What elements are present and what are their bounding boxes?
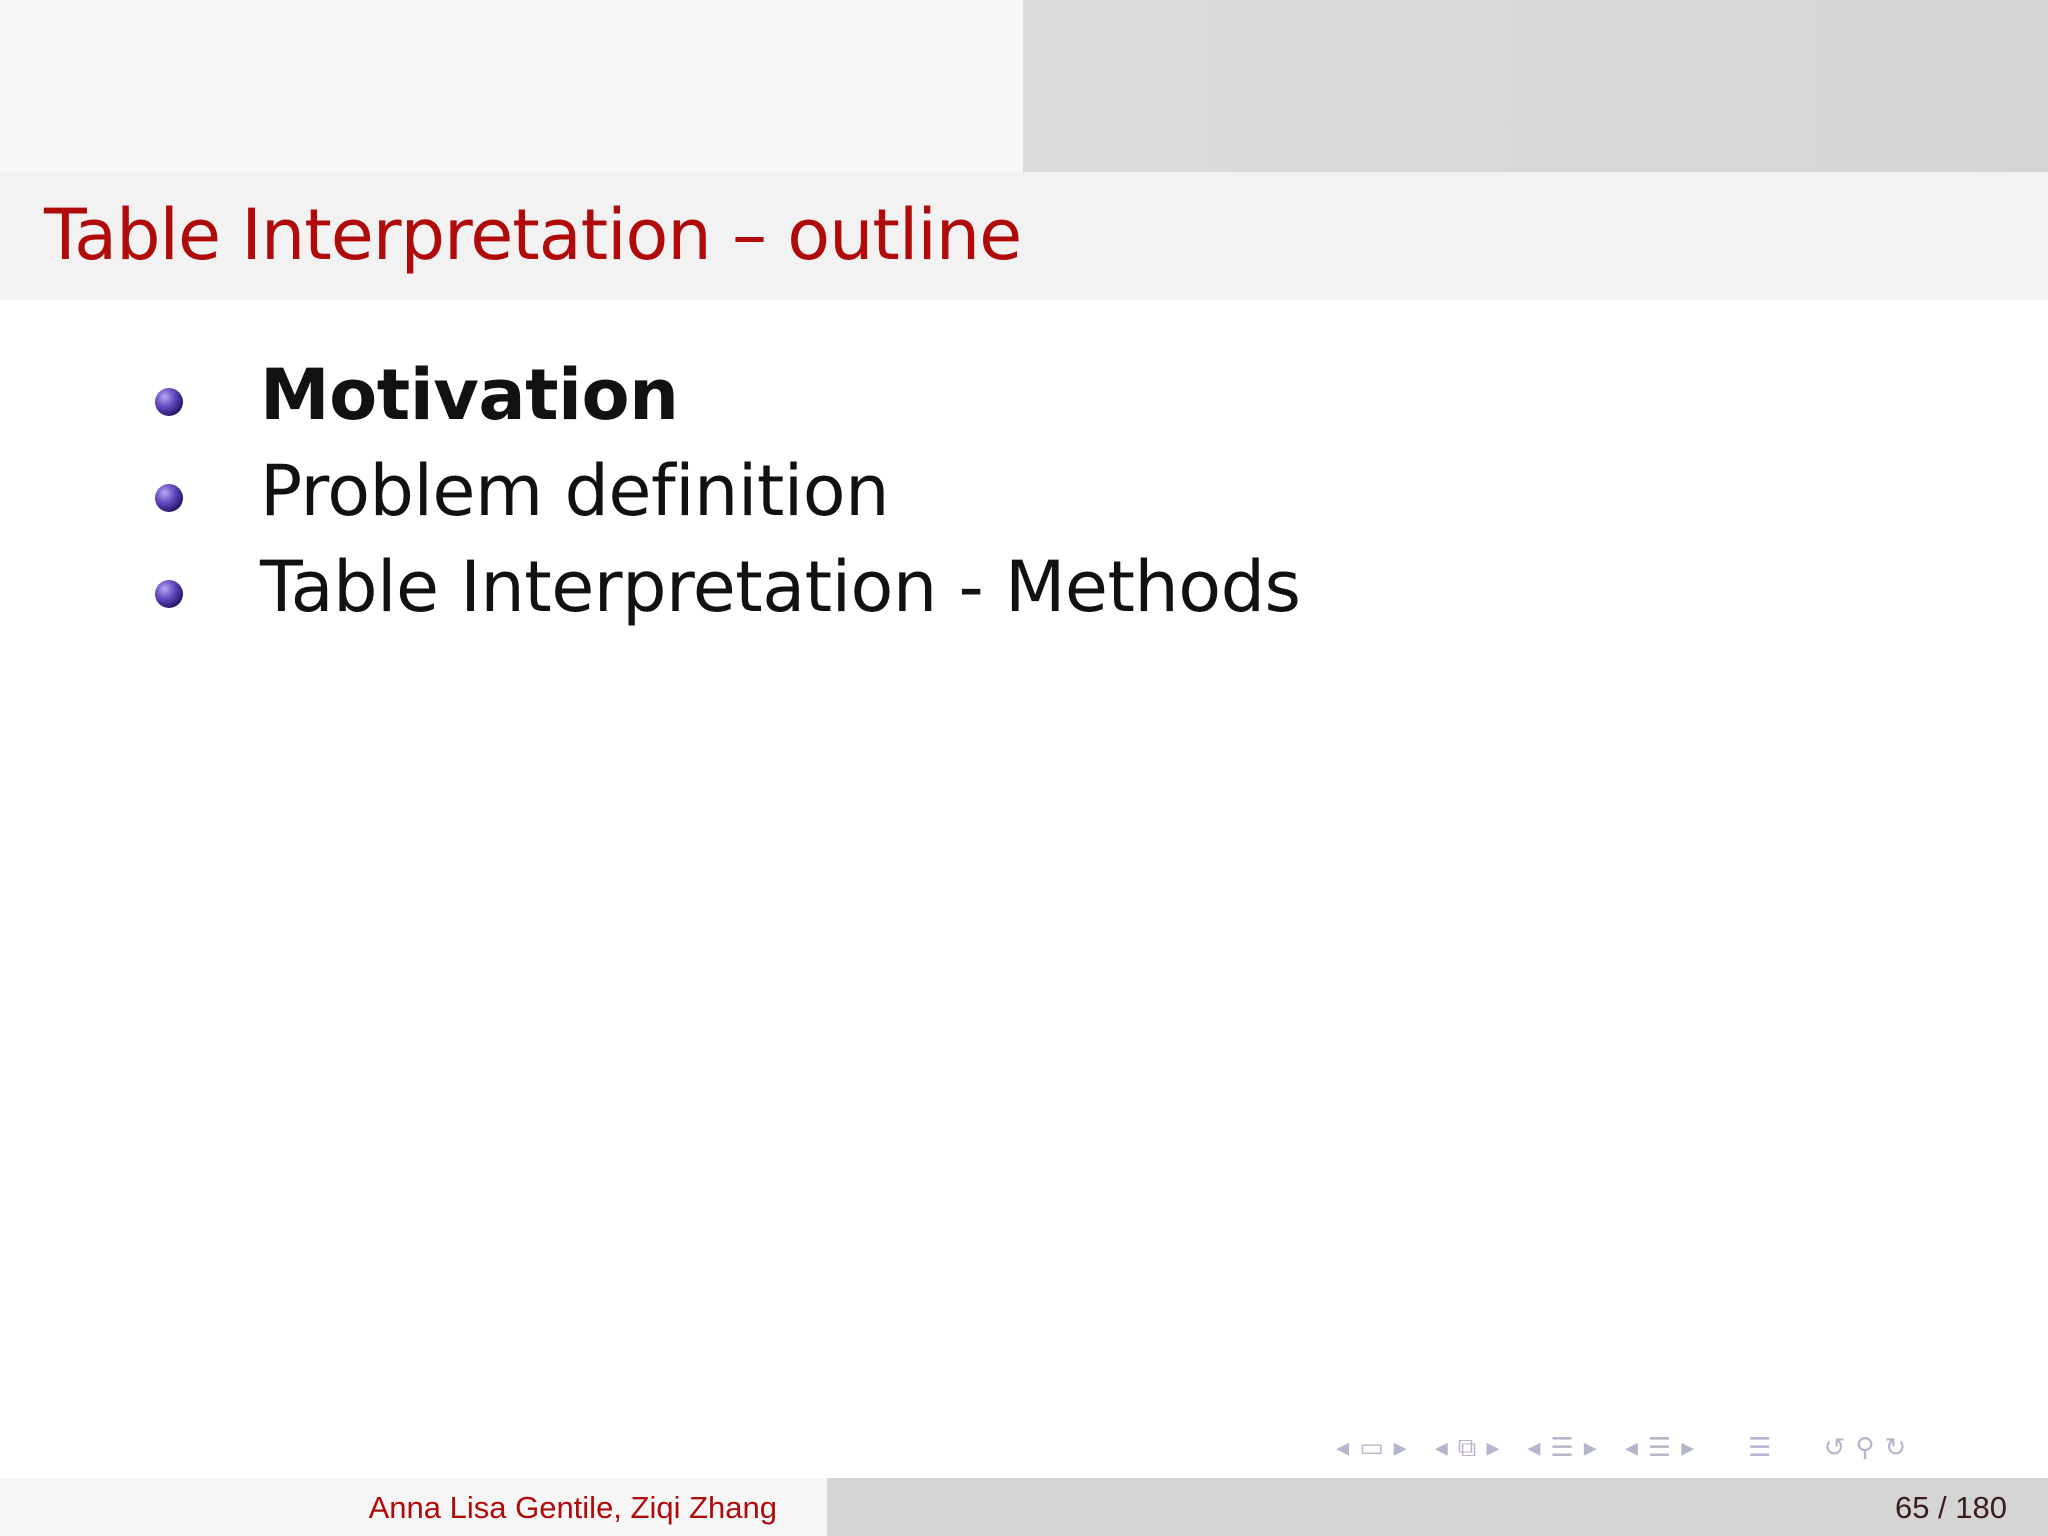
beamer-navigation-symbols [1336,1430,1916,1466]
footer-left [0,1478,827,1536]
nav-prev-icon[interactable]: ◂ [1527,1433,1541,1463]
header-right-panel [1023,0,2048,172]
nav-next-icon[interactable]: ▸ [1583,1433,1597,1463]
page-number: 65 / 180 [1894,1490,2007,1525]
subsection-icon[interactable]: ☰ [1550,1433,1574,1463]
header-nav-panel [0,0,1023,172]
bullet-ball-icon [155,580,183,608]
bullet-text: Table Interpretation - Methods [260,546,1301,628]
back-icon[interactable]: ↺ [1823,1433,1846,1463]
nav-next-icon[interactable]: ▸ [1681,1433,1695,1463]
nav-next-icon[interactable]: ▸ [1486,1433,1500,1463]
frame-icon[interactable]: ▭ [1359,1433,1384,1463]
nav-prev-icon[interactable]: ◂ [1336,1433,1350,1463]
footer-right [827,1478,2048,1536]
footer-authors: Anna Lisa Gentile, Ziqi Zhang [368,1490,777,1525]
bullet-ball-icon [155,388,183,416]
outline-icon[interactable]: ☰ [1748,1433,1772,1463]
section-icon[interactable]: ☰ [1647,1433,1672,1463]
nav-prev-icon[interactable]: ◂ [1434,1433,1448,1463]
nav-next-icon[interactable]: ▸ [1393,1433,1407,1463]
bullet-text: Motivation [260,354,679,436]
search-icon[interactable]: ⚲ [1855,1433,1875,1463]
nav-prev-icon[interactable]: ◂ [1624,1433,1638,1463]
slide-title: Table Interpretation – outline [44,194,1022,276]
forward-icon[interactable]: ↻ [1884,1433,1907,1463]
bullet-ball-icon [155,484,183,512]
title-bar [0,172,2048,300]
slides-icon[interactable]: ⧉ [1457,1433,1477,1463]
bullet-text: Problem definition [260,450,889,532]
